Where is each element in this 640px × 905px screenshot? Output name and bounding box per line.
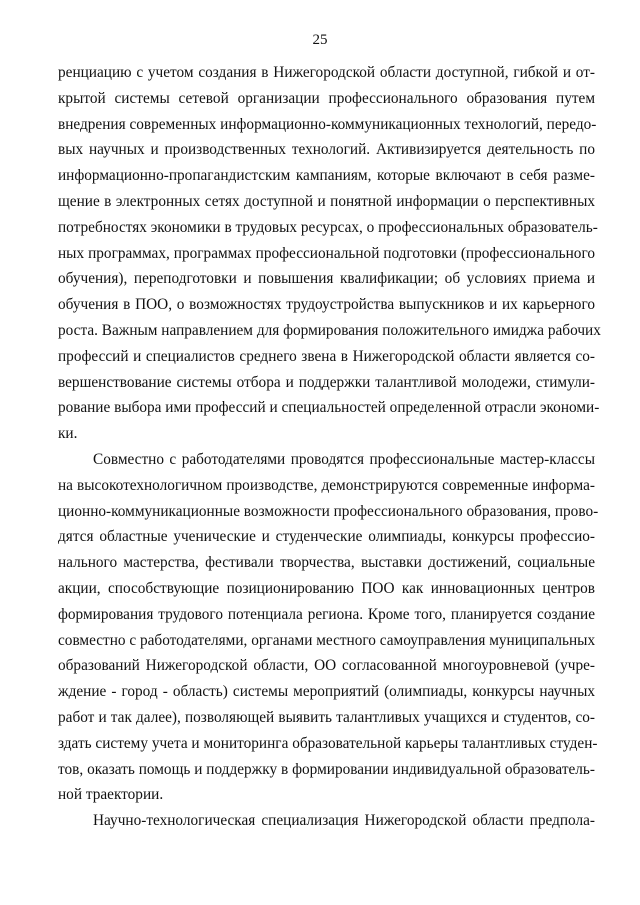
text-line: здать систему учета и мониторинга образовательной карьеры талантливых студен-: [58, 734, 598, 752]
paragraph-2: [58, 447, 599, 808]
text-line: формирования трудового потенциала региона. Кроме того, планируется создание: [58, 605, 595, 623]
text-line: обучения в ПОО, о возможностях трудоустройства выпускников и их карьерного: [58, 296, 595, 314]
paragraph-3: [58, 808, 595, 834]
text-line: совместно с работодателями, органами местного самоуправления муниципальных: [58, 631, 596, 649]
text-line: крытой системы сетевой организации профессионального образования путем: [58, 89, 595, 107]
text-line: щение в электронных сетях доступной и понятной информации о перспективных: [58, 192, 595, 210]
text-line: акции, способствующие позиционированию ПОО как инновационных центров: [58, 579, 595, 597]
paragraph-1: [58, 60, 601, 447]
text-line: Совместно с работодателями проводятся профессиональные мастер-классы: [93, 450, 595, 468]
text-line: ки.: [58, 425, 78, 443]
text-line: нального мастерства, фестивали творчества, выставки достижений, социальные: [58, 554, 595, 572]
page-number: 25: [312, 32, 328, 48]
text-line: ной траектории.: [58, 786, 164, 804]
text-line: Научно-технологическая специализация Нижегородской области предпола-: [93, 812, 595, 830]
text-line: дятся областные ученические и студенческие олимпиады, конкурсы профессио-: [58, 528, 595, 546]
text-line: ждение - город - область) системы мероприятий (олимпиады, конкурсы научных: [58, 683, 595, 701]
text-line: роста. Важным направлением для формирования положительного имиджа рабочих: [58, 321, 601, 339]
text-line: вых научных и производственных технологий. Активизируется деятельность по: [58, 141, 595, 159]
text-line: на высокотехнологичном производстве, демонстрируются современные информа-: [58, 476, 595, 494]
text-line: ренциацию с учетом создания в Нижегородской области доступной, гибкой и от-: [58, 64, 595, 81]
text-line: обучения), переподготовки и повышения квалификации; об условиях приема и: [58, 270, 595, 288]
text-line: образований Нижегородской области, ОО согласованной многоуровневой (учре-: [58, 657, 595, 675]
text-line: ных программах, программах профессиональной подготовки (профессионального: [58, 244, 595, 262]
text-line: вершенствование системы отбора и поддержки талантливой молодежи, стимули-: [58, 373, 595, 391]
text-line: рование выбора ими профессий и специальностей определенной отрасли экономи-: [58, 399, 600, 417]
text-line: потребностях экономики в трудовых ресурсах, о профессиональных образователь-: [58, 218, 598, 236]
text-line: ционно-коммуникационные возможности профессионального образования, прово-: [58, 502, 599, 520]
text-line: внедрения современных информационно-коммуникационных технологий, передо-: [58, 115, 597, 133]
text-line: тов, оказать помощь и поддержку в формировании индивидуальной образователь-: [58, 760, 595, 778]
text-line: работ и так далее), позволяющей выявить талантливых учащихся и студентов, со-: [58, 708, 595, 726]
document-body: [58, 60, 601, 834]
text-line: профессий и специалистов среднего звена в Нижегородской области является со-: [58, 347, 595, 365]
text-line: информационно-пропагандистским кампаниям, которые включают в себя разме-: [58, 167, 595, 185]
